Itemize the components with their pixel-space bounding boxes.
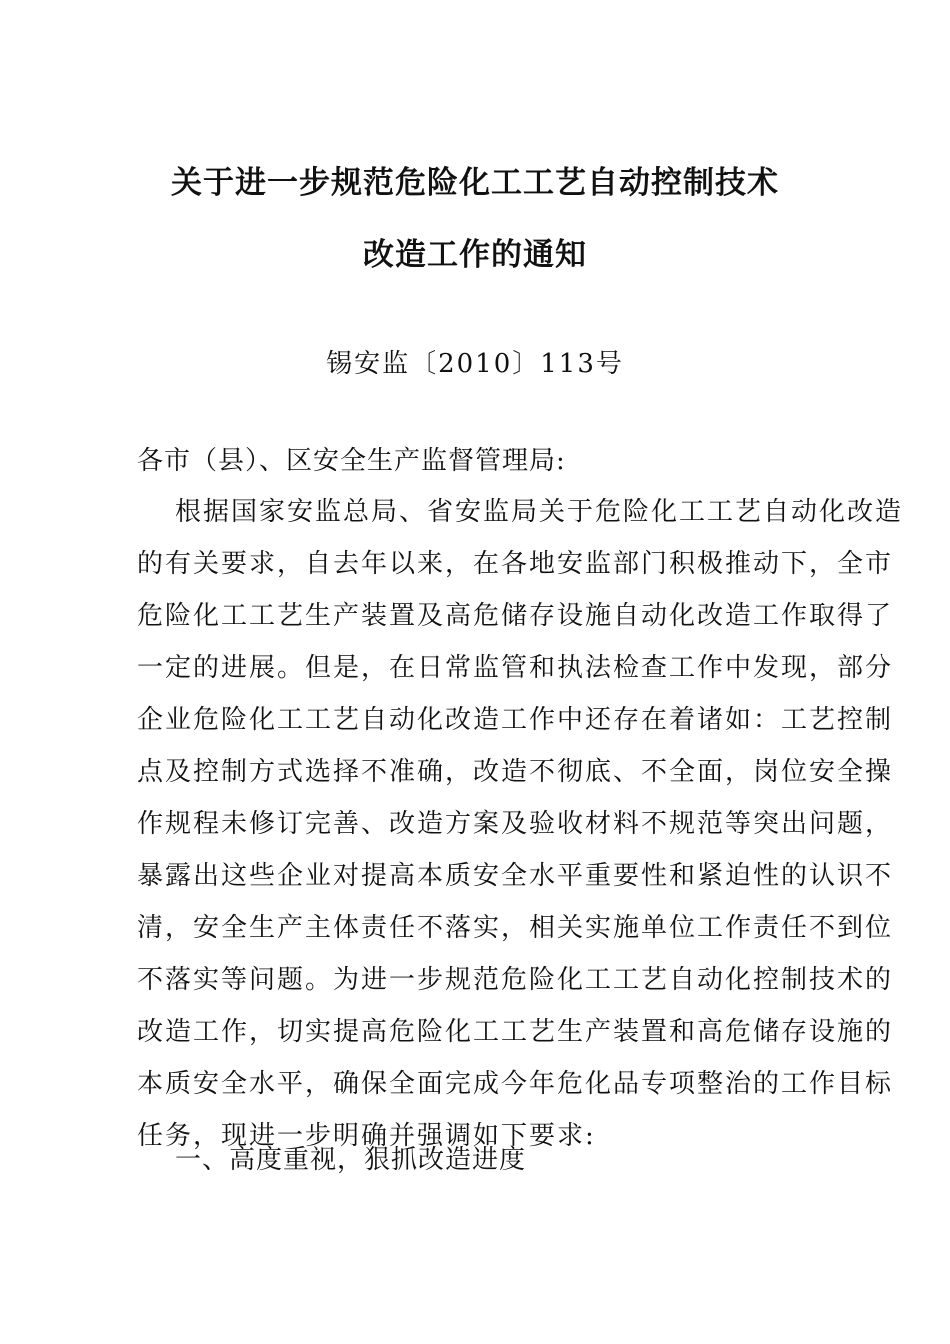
paragraph-line: 改造工作，切实提高危险化工工艺生产装置和高危储存设施的 — [137, 1017, 894, 1047]
paragraph-line: 清，安全生产主体责任不落实，相关实施单位工作责任不到位 — [137, 913, 894, 943]
paragraph-line: 作规程未修订完善、改造方案及验收材料不规范等突出问题， — [137, 809, 894, 839]
paragraph-line: 本质安全水平，确保全面完成今年危化品专项整治的工作目标 — [137, 1069, 894, 1099]
document-number: 锡安监〔2010〕113号 — [326, 349, 624, 379]
paragraph-line: 企业危险化工工艺自动化改造工作中还存在着诸如：工艺控制 — [137, 705, 894, 735]
paragraph-line: 危险化工工艺生产装置及高危储存设施自动化改造工作取得了 — [137, 601, 894, 631]
document-title-line-2: 改造工作的通知 — [363, 237, 587, 273]
document-title-line-1: 关于进一步规范危险化工工艺自动控制技术 — [171, 165, 779, 201]
salutation: 各市（县）、区安全生产监督管理局: — [137, 446, 566, 476]
paragraph-line: 点及控制方式选择不准确，改造不彻底、不全面，岗位安全操 — [137, 757, 894, 787]
paragraph-line: 不落实等问题。为进一步规范危险化工工艺自动化控制技术的 — [137, 965, 894, 995]
paragraph-line: 根据国家安监总局、省安监局关于危险化工工艺自动化改造 — [175, 497, 904, 527]
body-paragraph — [137, 486, 904, 1162]
paragraph-line: 一定的进展。但是，在日常监管和执法检查工作中发现，部分 — [137, 653, 894, 683]
paragraph-line: 暴露出这些企业对提高本质安全水平重要性和紧迫性的认识不 — [137, 861, 894, 891]
paragraph-line: 的有关要求，自去年以来，在各地安监部门积极推动下，全市 — [137, 549, 894, 579]
paragraph-line: 任务，现进一步明确并强调如下要求: — [137, 1121, 596, 1151]
section-heading: 一、高度重视，狠抓改造进度 — [175, 1145, 527, 1175]
